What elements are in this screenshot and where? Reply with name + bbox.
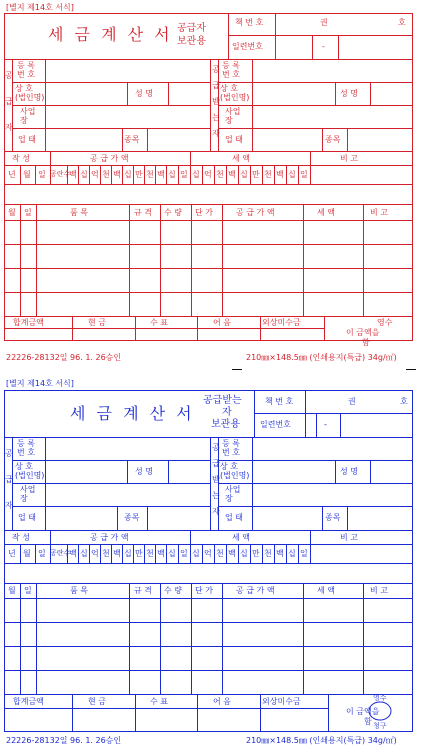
receiver-char-5: 자 xyxy=(212,507,220,516)
receiver-char-4: 는 xyxy=(212,491,220,500)
receiver-name-label: 성 명 xyxy=(340,89,358,98)
tax-digit-2: 억 xyxy=(204,170,212,179)
receiver-char-4: 는 xyxy=(212,113,220,122)
item-month-label: 월 xyxy=(8,586,16,595)
tax-digit-1: 십 xyxy=(192,549,200,558)
check-label: 수 표 xyxy=(150,697,168,706)
ho-label: 호 xyxy=(400,397,408,406)
blank-count-label: 공란수 xyxy=(50,549,71,557)
supplier-biz-type-label: 업 태 xyxy=(18,135,36,144)
tax-invoice-supplier-copy xyxy=(0,0,421,368)
supply-digit-4: 천 xyxy=(102,170,110,179)
supply-digit-2: 십 xyxy=(80,549,88,558)
receiver-reg-no-label: 등 록 번 호 xyxy=(222,439,240,457)
tax-digit-7: 천 xyxy=(264,170,272,179)
serial-dash: - xyxy=(324,420,327,429)
serial-number-label: 일련번호 xyxy=(260,420,291,429)
year-label: 년 xyxy=(8,549,16,558)
receiver-char-1: 공 xyxy=(212,443,220,452)
month-label: 월 xyxy=(23,549,31,558)
bill-label: 어 음 xyxy=(213,318,231,327)
serial-number-label: 일련번호 xyxy=(232,42,263,51)
tax-digit-4: 백 xyxy=(228,549,236,558)
receiver-char-1: 공 xyxy=(212,65,220,74)
supply-digit-5: 백 xyxy=(113,170,121,179)
credit-label: 외상미수금 xyxy=(262,318,301,327)
form-title: 세 금 계 산 서 xyxy=(70,404,195,423)
supply-amount-label: 공 급 가 액 xyxy=(90,154,129,163)
supply-digit-11: 일 xyxy=(180,549,188,558)
supplier-char-3: 자 xyxy=(5,123,13,132)
tax-digit-10: 일 xyxy=(300,170,308,179)
supply-digit-4: 천 xyxy=(102,549,110,558)
receiver-name-label: 성 명 xyxy=(340,467,358,476)
supplier-char-2: 급 xyxy=(5,475,13,484)
paper-spec-footer: 210㎜×148.5㎜ (인쇄용지(특급) 34g/㎡) xyxy=(246,353,397,362)
remarks-label: 비 고 xyxy=(340,533,358,542)
ham-label: 함 xyxy=(364,717,372,726)
cash-label: 현 금 xyxy=(88,318,106,327)
supply-digit-5: 백 xyxy=(113,549,121,558)
month-label: 월 xyxy=(23,170,31,179)
tax-digit-6: 만 xyxy=(252,170,260,179)
supply-digit-11: 일 xyxy=(180,170,188,179)
ho-label: 호 xyxy=(398,18,406,27)
approval-footer: 22226-28132일 96. 1. 26승인 xyxy=(6,353,122,362)
supplier-company-label: 상 호 (법인명) xyxy=(15,84,45,102)
item-supply-label: 공 급 가 액 xyxy=(236,208,275,217)
form-label: [별지 제14호 서식] xyxy=(6,3,74,12)
supply-digit-8: 천 xyxy=(146,549,154,558)
tax-digit-4: 백 xyxy=(228,170,236,179)
tax-digit-8: 백 xyxy=(276,549,284,558)
receiver-company-label: 상 호 (법인명) xyxy=(220,462,250,480)
receiver-address-label: 사업 장 xyxy=(225,107,241,125)
copy-type: 공급자 xyxy=(177,23,206,34)
supply-digit-3: 억 xyxy=(91,170,99,179)
item-tax-label: 세 액 xyxy=(317,586,335,595)
day-label: 일 xyxy=(38,170,46,179)
supply-digit-8: 천 xyxy=(146,170,154,179)
receiver-char-2: 급 xyxy=(212,81,220,90)
book-number-label: 책 번 호 xyxy=(235,18,264,27)
credit-label: 외상미수금 xyxy=(262,697,301,706)
tax-digit-9: 십 xyxy=(288,549,296,558)
day-label: 일 xyxy=(38,549,46,558)
receipt-label: 영수 xyxy=(377,318,393,327)
form-frame xyxy=(4,390,413,732)
gwon-label: 권 xyxy=(348,397,356,406)
receiver-reg-no-label: 등 록 번 호 xyxy=(222,61,240,79)
item-note-label: 비 고 xyxy=(370,586,388,595)
selection-circle-icon xyxy=(366,698,394,724)
date-label: 작 성 xyxy=(12,154,30,163)
supply-digit-9: 백 xyxy=(157,549,165,558)
supply-digit-2: 십 xyxy=(80,170,88,179)
item-name-label: 품 목 xyxy=(70,586,88,595)
receiver-char-2: 급 xyxy=(212,459,220,468)
cash-label: 현 금 xyxy=(88,697,106,706)
copy-type-2: 보관용 xyxy=(177,36,206,47)
bill-label: 어 음 xyxy=(213,697,231,706)
supplier-address-label: 사업 장 xyxy=(20,107,36,125)
tax-amount-label: 세 액 xyxy=(232,154,250,163)
supplier-char-3: 자 xyxy=(5,501,13,510)
supply-digit-10: 십 xyxy=(168,549,176,558)
item-month-label: 월 xyxy=(8,208,16,217)
receiver-char-5: 자 xyxy=(212,129,220,138)
supplier-reg-no-label: 등 록 번 호 xyxy=(17,439,35,457)
copy-type-2: 자 xyxy=(222,407,232,418)
amount-text-label: 이 금액을 xyxy=(346,328,380,337)
tax-digit-7: 천 xyxy=(264,549,272,558)
tax-digit-3: 천 xyxy=(216,170,224,179)
spec-label: 규 격 xyxy=(134,586,152,595)
item-supply-label: 공 급 가 액 xyxy=(236,586,275,595)
tax-digit-6: 만 xyxy=(252,549,260,558)
blank-count-label: 공란수 xyxy=(50,170,71,178)
supply-digit-3: 억 xyxy=(91,549,99,558)
spec-label: 규 격 xyxy=(134,208,152,217)
tax-digit-9: 십 xyxy=(288,170,296,179)
total-amount-label: 합계금액 xyxy=(13,697,44,706)
supply-digit-7: 만 xyxy=(135,549,143,558)
form-label: [별지 제14호 서식] xyxy=(6,379,74,388)
receiver-address-label: 사업 장 xyxy=(225,485,241,503)
supplier-biz-type-label: 업 태 xyxy=(18,513,36,522)
supply-digit-9: 백 xyxy=(157,170,165,179)
item-tax-label: 세 액 xyxy=(317,208,335,217)
receiver-biz-item-label: 종목 xyxy=(325,135,341,144)
amount-text-label: 이 금액을 xyxy=(346,707,380,716)
copy-type: 공급받는 xyxy=(203,395,242,406)
supplier-biz-item-label: 종목 xyxy=(124,513,140,522)
supplier-name-label: 성 명 xyxy=(135,89,153,98)
supplier-char-1: 공 xyxy=(5,71,13,80)
receiver-biz-item-label: 종목 xyxy=(325,513,341,522)
supplier-biz-item-label: 종목 xyxy=(124,135,140,144)
supplier-char-1: 공 xyxy=(5,449,13,458)
total-amount-label: 합계금액 xyxy=(13,318,44,327)
tax-invoice-receiver-copy xyxy=(0,374,421,750)
supply-amount-label: 공 급 가 액 xyxy=(90,533,129,542)
receiver-biz-type-label: 업 태 xyxy=(225,513,243,522)
item-name-label: 품 목 xyxy=(70,208,88,217)
book-number-label: 책 번 호 xyxy=(265,397,294,406)
tax-digit-10: 일 xyxy=(300,549,308,558)
date-label: 작 성 xyxy=(12,533,30,542)
receipt-option-label: 영수 xyxy=(373,694,387,702)
unit-price-label: 단 가 xyxy=(195,586,213,595)
copy-type-3: 보관용 xyxy=(211,419,240,430)
receiver-company-label: 상 호 (법인명) xyxy=(220,84,250,102)
tax-amount-label: 세 액 xyxy=(232,533,250,542)
supplier-char-2: 급 xyxy=(5,97,13,106)
paper-spec-footer: 210㎜×148.5㎜ (인쇄용지(특급) 34g/㎡) xyxy=(246,736,397,745)
supplier-name-label: 성 명 xyxy=(135,467,153,476)
supplier-company-label: 상 호 (법인명) xyxy=(15,462,45,480)
tax-digit-3: 천 xyxy=(216,549,224,558)
item-note-label: 비 고 xyxy=(370,208,388,217)
check-label: 수 표 xyxy=(150,318,168,327)
qty-label: 수 량 xyxy=(164,586,182,595)
unit-price-label: 단 가 xyxy=(195,208,213,217)
supply-digit-7: 만 xyxy=(135,170,143,179)
gwon-label: 권 xyxy=(320,18,328,27)
year-label: 년 xyxy=(8,170,16,179)
tax-digit-5: 십 xyxy=(240,170,248,179)
supply-digit-6: 십 xyxy=(124,170,132,179)
serial-dash: - xyxy=(322,42,325,51)
supply-digit-6: 십 xyxy=(124,549,132,558)
receiver-char-3: 받 xyxy=(212,97,220,106)
tax-digit-2: 억 xyxy=(204,549,212,558)
form-title: 세 금 계 산 서 xyxy=(48,25,173,44)
supplier-reg-no-label: 등 록 번 호 xyxy=(17,61,35,79)
receiver-char-3: 받 xyxy=(212,475,220,484)
receiver-biz-type-label: 업 태 xyxy=(225,135,243,144)
approval-footer: 22226-28132일 96. 1. 26승인 xyxy=(6,736,122,745)
claim-option-label: 청구 xyxy=(373,722,387,730)
item-day-label: 일 xyxy=(24,208,32,217)
supply-digit-10: 십 xyxy=(168,170,176,179)
tax-digit-5: 십 xyxy=(240,549,248,558)
supplier-address-label: 사업 장 xyxy=(20,485,36,503)
qty-label: 수 량 xyxy=(164,208,182,217)
tax-digit-8: 백 xyxy=(276,170,284,179)
item-day-label: 일 xyxy=(24,586,32,595)
supply-digit-1: 백 xyxy=(69,549,77,558)
ham-label: 함 xyxy=(362,338,370,347)
remarks-label: 비 고 xyxy=(340,154,358,163)
tax-digit-1: 십 xyxy=(192,170,200,179)
supply-digit-1: 백 xyxy=(69,170,77,179)
